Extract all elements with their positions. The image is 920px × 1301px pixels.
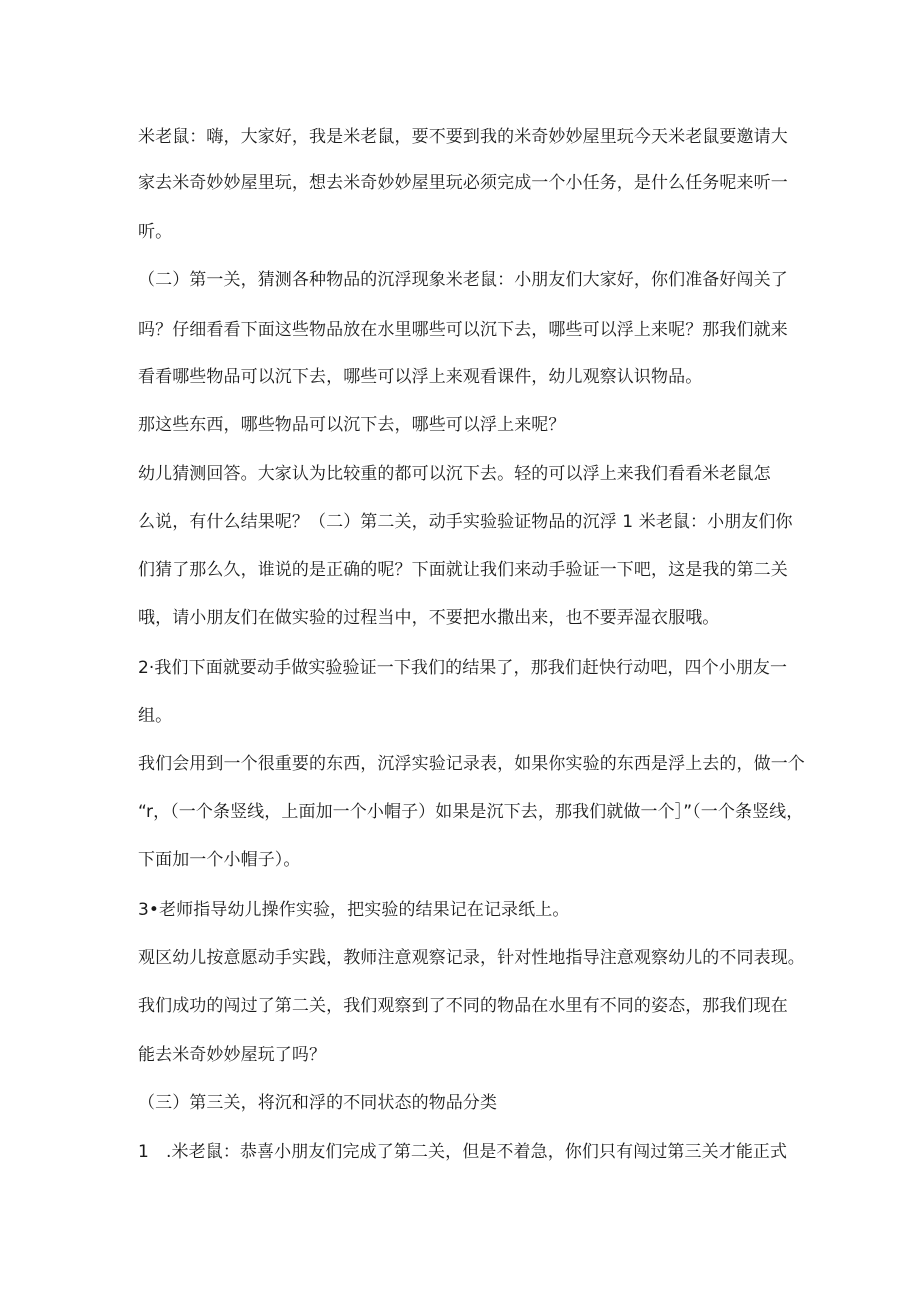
paragraph-line: 那这些东西，哪些物品可以沉下去，哪些可以浮上来呢？ — [138, 415, 566, 435]
paragraph-line: 我们会用到一个很重要的东西，沉浮实验记录表，如果你实验的东西是浮上去的，做一个 — [138, 754, 805, 774]
paragraph-line: （二）第一关，猜测各种物品的沉浮现象米老鼠：小朋友们大家好，你们准备好闯关了 — [138, 270, 788, 290]
paragraph-line: 听。 — [138, 222, 173, 242]
paragraph-line: 家去米奇妙妙屋里玩，想去米奇妙妙屋里玩必须完成一个小任务，是什么任务呢来听一 — [138, 173, 788, 193]
paragraph-line: 我们成功的闯过了第二关，我们观察到了不同的物品在水里有不同的姿态，那我们现在 — [138, 996, 788, 1016]
paragraph-line: 看看哪些物品可以沉下去，哪些可以浮上来观看课件，幼儿观察认识物品。 — [138, 367, 703, 387]
paragraph-line: 能去米奇妙妙屋玩了吗？ — [138, 1045, 327, 1065]
paragraph-line: 3•老师指导幼儿操作实验，把实验的结果记在记录纸上。 — [138, 900, 570, 920]
paragraph-line: 哦，请小朋友们在做实验的过程当中，不要把水撒出来，也不要弄湿衣服哦。 — [138, 608, 720, 628]
paragraph-line: 观区幼儿按意愿动手实践，教师注意观察记录，针对性地指导注意观察幼儿的不同表现。 — [138, 948, 805, 968]
paragraph-line: 1 .米老鼠：恭喜小朋友们完成了第二关，但是不着急，你们只有闯过第三关才能正式 — [138, 1142, 788, 1162]
paragraph-line: 组。 — [138, 706, 173, 726]
paragraph-line: 下面加一个小帽子）。 — [138, 850, 301, 870]
paragraph-line: 吗？仔细看看下面这些物品放在水里哪些可以沉下去，哪些可以浮上来呢？那我们就来 — [138, 320, 788, 340]
paragraph-line: 幼儿猜测回答。大家认为比较重的都可以沉下去。轻的可以浮上来我们看看米老鼠怎 — [138, 464, 771, 484]
paragraph-line: “r，（一个条竖线，上面加一个小帽子）如果是沉下去，那我们就做一个］”（一个条竖线， — [138, 802, 804, 822]
paragraph-line: 2·我们下面就要动手做实验验证一下我们的结果了，那我们赶快行动吧，四个小朋友一 — [138, 658, 788, 678]
paragraph-line: 么说，有什么结果呢？（二）第二关，动手实验验证物品的沉浮 1 米老鼠：小朋友们你 — [138, 512, 793, 532]
paragraph-line: 米老鼠：嗨，大家好，我是米老鼠，要不要到我的米奇妙妙屋里玩今天米老鼠要邀请大 — [138, 127, 788, 147]
section-heading: （三）第三关，将沉和浮的不同状态的物品分类 — [138, 1093, 498, 1113]
paragraph-line: 们猜了那么久，谁说的是正确的呢？下面就让我们来动手验证一下吧，这是我的第二关 — [138, 560, 788, 580]
